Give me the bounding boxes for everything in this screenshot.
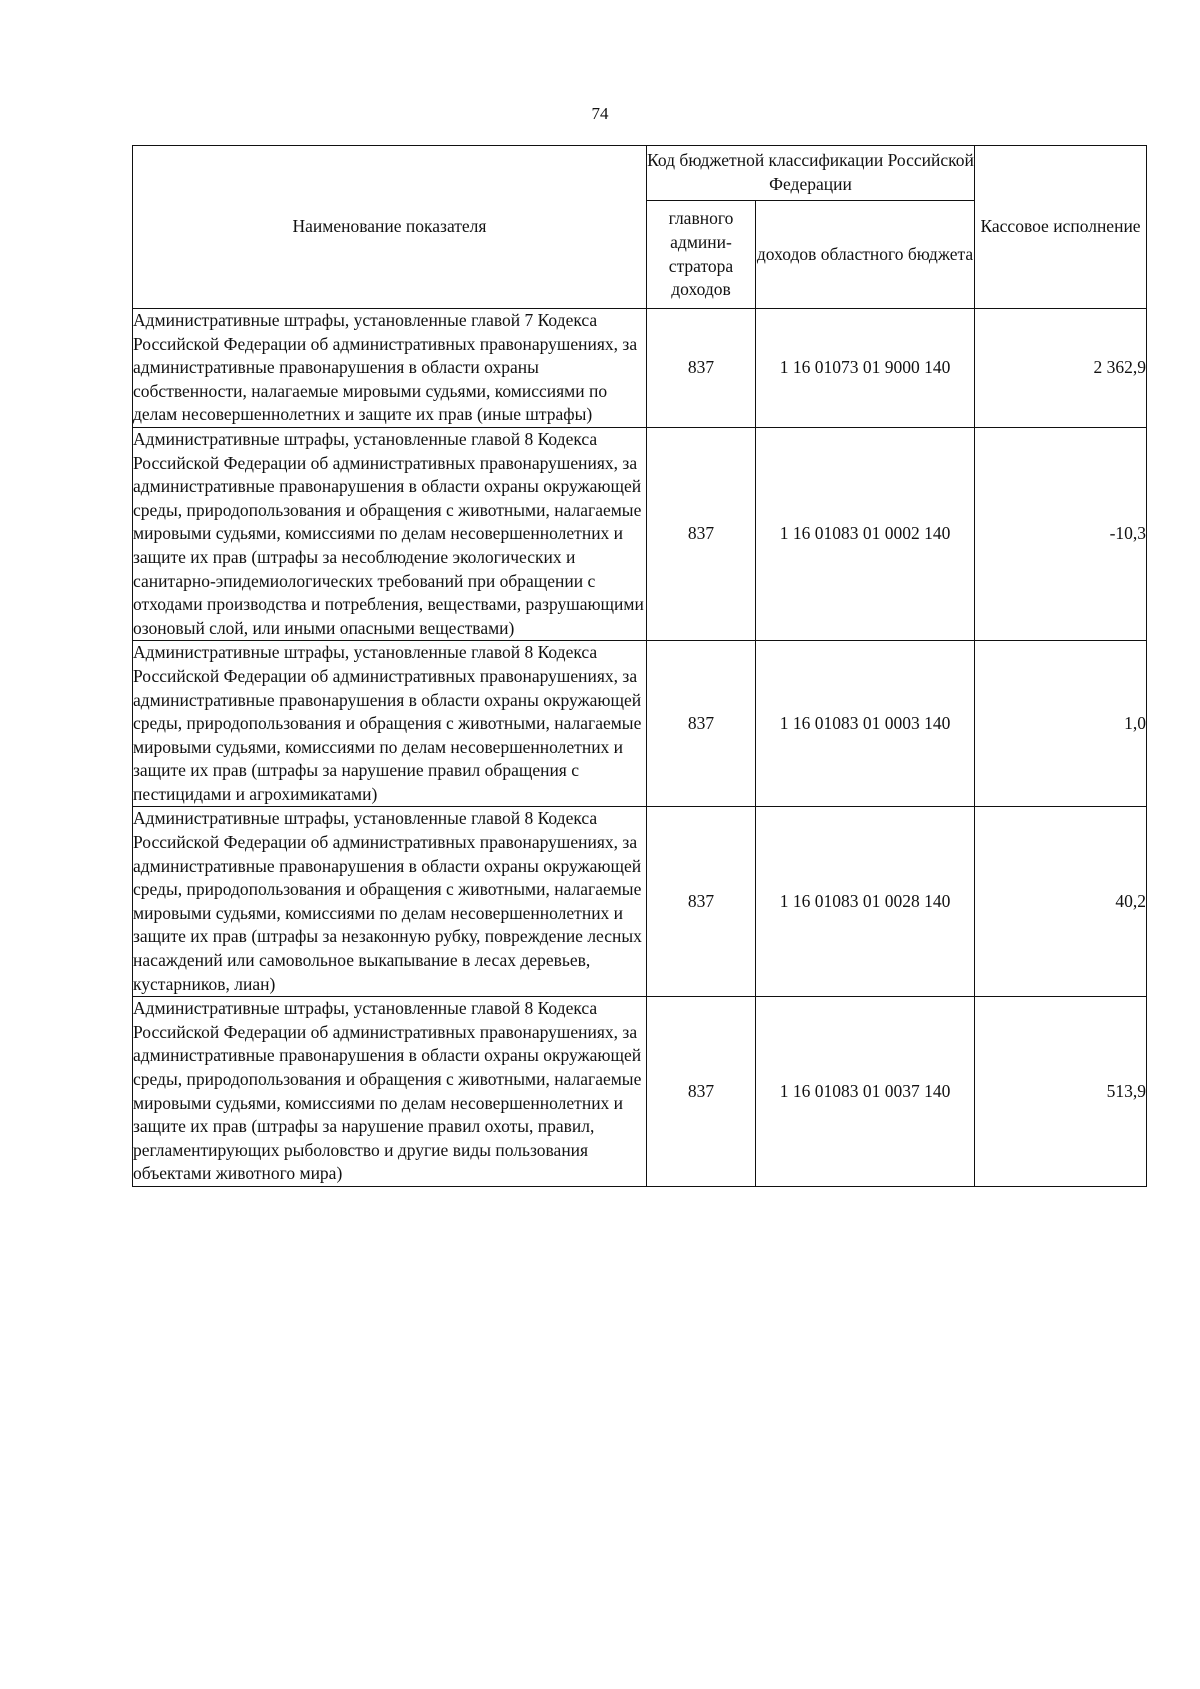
header-chief-administrator: главного админи- стратора доходов bbox=[647, 201, 756, 309]
amount-cell: -10,3 bbox=[975, 427, 1147, 640]
header-row-1 bbox=[133, 146, 1147, 201]
indicator-name-cell: Административные штрафы, установленные главой 8 Кодекса Российской Федерации об административных правонарушениях, за административные правонарушения в области охраны окружающей среды, природопользования и обращения с животными, налагаемые мировыми судьями, комиссиями по делам несовершеннолетних и защите их прав (штрафы за несоблюдение экологических и санитарно-эпидемиологических требований при обращении с отходами производства и потребления, веществами, разрушающими озоновый слой, или иными опасными веществами) bbox=[133, 427, 647, 640]
table-row bbox=[133, 807, 1147, 997]
header-indicator-name: Наименование показателя bbox=[133, 146, 647, 309]
indicator-name-cell: Административные штрафы, установленные главой 8 Кодекса Российской Федерации об административных правонарушениях, за административные правонарушения в области охраны окружающей среды, природопользования и обращения с животными, налагаемые мировыми судьями, комиссиями по делам несовершеннолетних и защите их прав (штрафы за нарушение правил охоты, правил, регламентирующих рыболовство и другие виды пользования объектами животного мира) bbox=[133, 997, 647, 1187]
header-cash-execution: Кассовое исполнение bbox=[975, 146, 1147, 309]
amount-cell: 2 362,9 bbox=[975, 309, 1147, 428]
income-code-cell: 1 16 01083 01 0037 140 bbox=[756, 997, 975, 1187]
table-row bbox=[133, 427, 1147, 640]
admin-code-cell: 837 bbox=[647, 641, 756, 807]
income-code-cell: 1 16 01073 01 9000 140 bbox=[756, 309, 975, 428]
page-number: 74 bbox=[591, 104, 609, 123]
table-row bbox=[133, 641, 1147, 807]
table-row bbox=[133, 997, 1147, 1187]
indicator-name-cell: Административные штрафы, установленные главой 8 Кодекса Российской Федерации об административных правонарушениях, за административные правонарушения в области охраны окружающей среды, природопользования и обращения с животными, налагаемые мировыми судьями, комиссиями по делам несовершеннолетних и защите их прав (штрафы за нарушение правил обращения с пестицидами и агрохимикатами) bbox=[133, 641, 647, 807]
header-regional-budget-income: доходов областного бюджета bbox=[756, 201, 975, 309]
indicator-name-cell: Административные штрафы, установленные главой 8 Кодекса Российской Федерации об административных правонарушениях, за административные правонарушения в области охраны окружающей среды, природопользования и обращения с животными, налагаемые мировыми судьями, комиссиями по делам несовершеннолетних и защите их прав (штрафы за незаконную рубку, повреждение лесных насаждений или самовольное выкапывание в лесах деревьев, кустарников, лиан) bbox=[133, 807, 647, 997]
admin-code-cell: 837 bbox=[647, 807, 756, 997]
amount-cell: 1,0 bbox=[975, 641, 1147, 807]
table-row bbox=[133, 309, 1147, 428]
admin-code-cell: 837 bbox=[647, 427, 756, 640]
amount-cell: 513,9 bbox=[975, 997, 1147, 1187]
indicator-name-cell: Административные штрафы, установленные главой 7 Кодекса Российской Федерации об административных правонарушениях, за административные правонарушения в области охраны собственности, налагаемые мировыми судьями, комиссиями по делам несовершеннолетних и защите их прав (иные штрафы) bbox=[133, 309, 647, 428]
admin-code-cell: 837 bbox=[647, 997, 756, 1187]
header-budget-classification-code: Код бюджетной классификации Российской Федерации bbox=[647, 146, 975, 201]
income-code-cell: 1 16 01083 01 0002 140 bbox=[756, 427, 975, 640]
amount-cell: 40,2 bbox=[975, 807, 1147, 997]
income-code-cell: 1 16 01083 01 0028 140 bbox=[756, 807, 975, 997]
admin-code-cell: 837 bbox=[647, 309, 756, 428]
income-code-cell: 1 16 01083 01 0003 140 bbox=[756, 641, 975, 807]
revenue-table bbox=[132, 145, 1147, 1187]
